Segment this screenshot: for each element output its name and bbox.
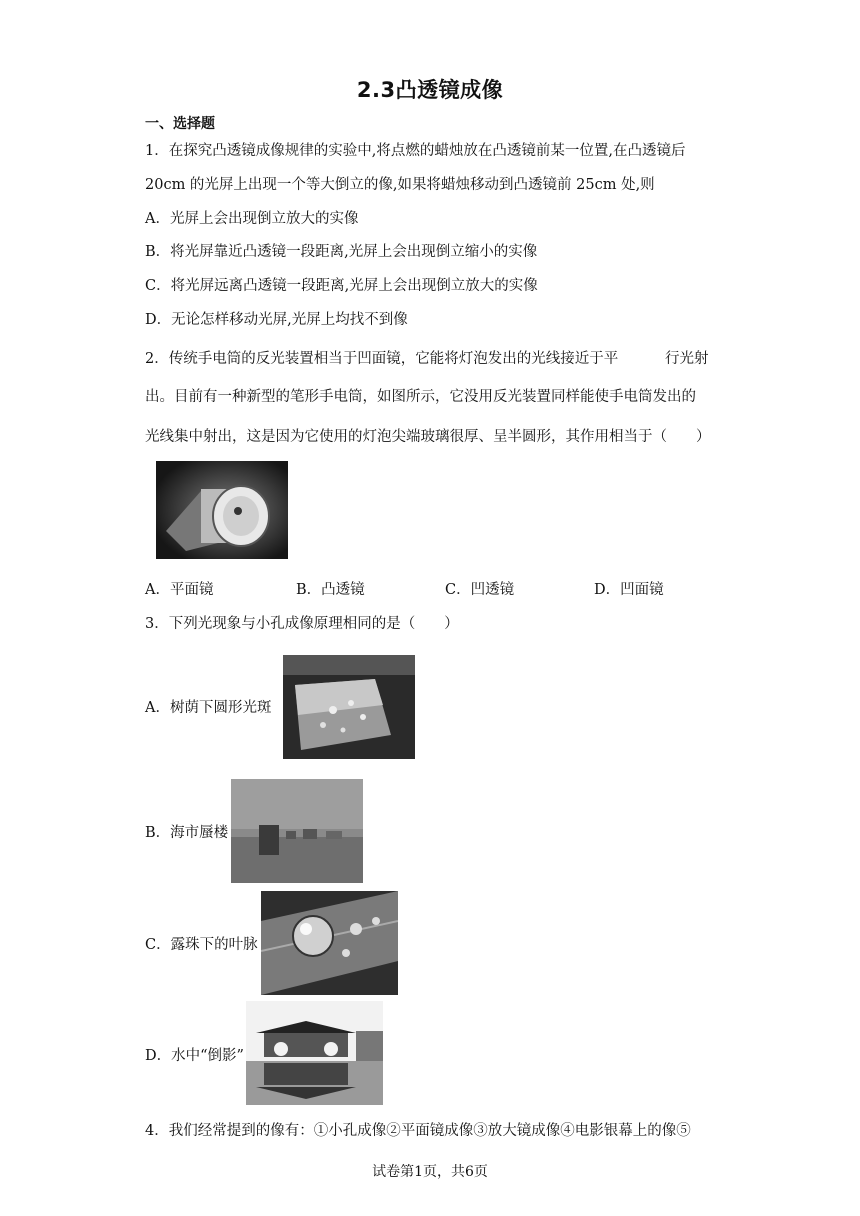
q1-option-c: C．将光屏远离凸透镜一段距离,光屏上会出现倒立放大的实像	[145, 278, 538, 294]
q1-stem-line1: 1．在探究凸透镜成像规律的实验中,将点燃的蜡烛放在凸透镜前某一位置,在凸透镜后	[145, 143, 686, 159]
tree-shade-light-spots-photo	[283, 655, 415, 759]
page-title: 2.3凸透镜成像	[356, 78, 504, 102]
q3-option-b: B．海市蜃楼	[145, 825, 229, 841]
q3-option-d: D．水中“倒影”	[145, 1048, 244, 1064]
q2-option-d: D．凹面镜	[594, 582, 664, 598]
q1-option-a: A．光屏上会出现倒立放大的实像	[145, 211, 359, 227]
mirage-photo	[231, 779, 363, 883]
q1-option-d: D．无论怎样移动光屏,光屏上均找不到像	[145, 312, 408, 328]
q2-stem-line3: 光线集中射出，这是因为它使用的灯泡尖端玻璃很厚、呈半圆形，其作用相当于（ ）	[145, 429, 711, 445]
q2-stem-line1: 2．传统手电筒的反光装置相当于凹面镜，它能将灯泡发出的光线接近于平	[145, 351, 619, 367]
q2-option-b: B．凸透镜	[296, 582, 365, 598]
q3-option-c: C．露珠下的叶脉	[145, 937, 258, 953]
q2-stem-line1-end: 行光射	[665, 351, 709, 367]
q2-option-c: C．凹透镜	[445, 582, 515, 598]
flashlight-photo	[156, 461, 288, 559]
q1-stem-line2: 20cm 的光屏上出现一个等大倒立的像,如果将蜡烛移动到凸透镜前 25cm 处,则	[145, 177, 655, 193]
q1-option-b: B．将光屏靠近凸透镜一段距离,光屏上会出现倒立缩小的实像	[145, 244, 538, 260]
q2-stem-line2: 出。目前有一种新型的笔形手电筒，如图所示，它没用反光装置同样能使手电筒发出的	[145, 389, 696, 405]
q3-stem: 3．下列光现象与小孔成像原理相同的是（ ）	[145, 616, 459, 632]
q4-stem-line1: 4．我们经常提到的像有：①小孔成像②平面镜成像③放大镜成像④电影银幕上的像⑤	[145, 1123, 691, 1139]
dewdrop-leaf-photo	[261, 891, 398, 995]
section-heading: 一、选择题	[145, 116, 215, 132]
page-footer: 试卷第1页，共6页	[372, 1164, 488, 1180]
q3-option-a: A．树荫下圆形光斑	[145, 700, 272, 716]
water-reflection-photo	[246, 1001, 383, 1105]
q2-option-a: A．平面镜	[145, 582, 214, 598]
